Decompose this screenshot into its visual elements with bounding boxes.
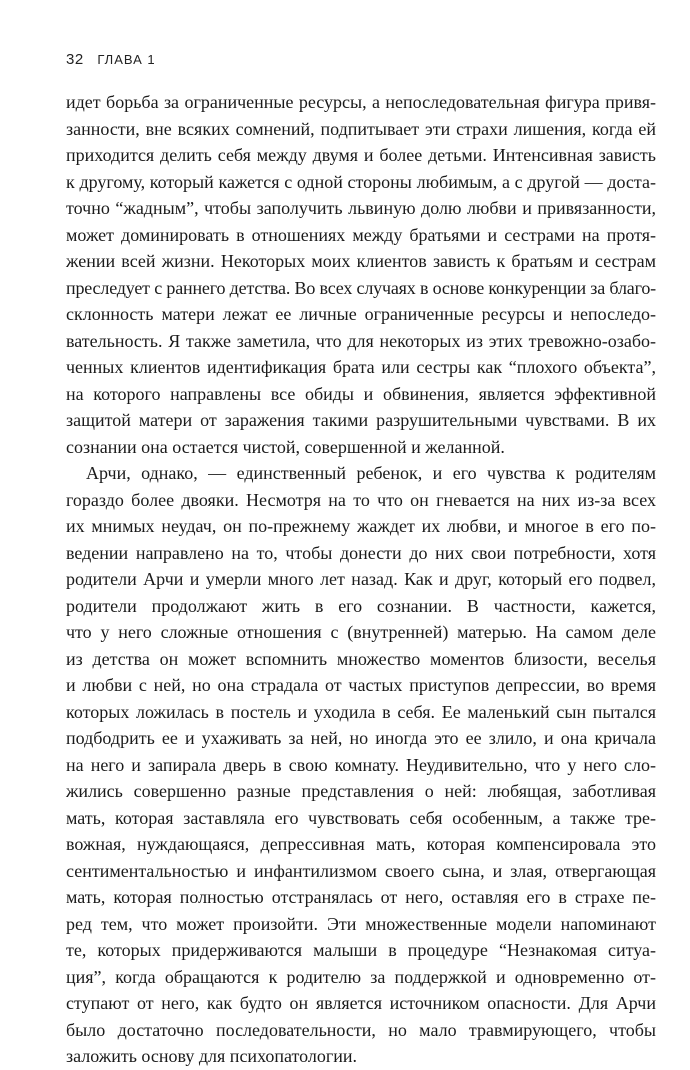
text-line: сознании она остается чистой, совершенной и желанной. [66,436,505,457]
text-line: родители Арчи и умерли много лет назад. Как и друг, который его подвел, [66,569,656,589]
text-line: мать, которая заставляла его чувствовать себя особенным, а также тре- [66,807,656,828]
text-line: может доминировать в отношениях между братьями и сестрами на протя- [66,224,656,245]
page-number: 32 [66,51,84,68]
text-line: из детства он может вспомнить множество моментов близости, веселья [66,648,656,669]
text-line: заложить основу для психопатологии. [66,1046,358,1066]
text-line: жении всей жизни. Некоторых моих клиентов зависть к братьям и сестрам [66,251,656,271]
text-line: склонность матери лежат ее личные ограниченные ресурсы и непоследо- [66,304,656,324]
text-line: жились совершенно разные представления о ней: любящая, заботливая [66,781,656,801]
paragraph [66,89,656,460]
text-line: на которого направлены все обиды и обвинения, является эффективной [66,383,656,404]
text-line: и любви с ней, но она страдала от частых приступов депрессии, во время [66,675,656,695]
running-head [66,51,156,68]
text-line: сентиментальностью и инфантилизмом своего сына, и злая, отвергающая [66,860,656,881]
text-line: ция”, когда обращаются к родителю за поддержкой и одновременно от- [66,966,656,987]
text-line: родители продолжают жить в его сознании. В частности, кажется, [66,595,656,616]
text-line: вательность. Я также заметила, что для некоторых из этих тревожно-озабо- [66,330,656,351]
chapter-title: ГЛАВА 1 [97,52,156,67]
text-line: приходится делить себя между двумя и более детьми. Интенсивная зависть [66,145,656,165]
text-line: гораздо более двояки. Несмотря на то что он гневается на них из-за всех [66,489,656,510]
text-line: на него и запирала дверь в свою комнату. Неудивительно, что у него сло- [66,754,656,775]
text-line: ведении направлено на то, чтобы донести до них свои потребности, хотя [66,542,656,563]
text-line: идет борьба за ограниченные ресурсы, а непоследовательная фигура привя- [66,92,656,112]
text-line: Арчи, однако, — единственный ребенок, и его чувства к родителям [86,463,656,483]
text-line: ред тем, что может произойти. Эти множественные модели напоминают [66,913,656,934]
text-line: занности, вне всяких сомнений, подпитывает эти страхи лишения, когда ей [66,118,656,139]
text-line: что у него сложные отношения с (внутренней) матерью. На самом деле [66,622,656,642]
body-text [66,89,656,1070]
text-line: подбодрить ее и ухаживать за ней, но иногда это ее злило, и она кричала [66,728,656,748]
text-line: защитой матери от заражения такими разрушительными чувствами. В их [66,410,656,430]
text-line: которых ложилась в постель и уходила в себя. Ее маленький сын пытался [66,701,656,722]
text-line: к другому, который кажется с одной стороны любимым, а с другой — доста- [66,171,656,192]
text-line: вожная, нуждающаяся, депрессивная мать, которая компенсировала это [66,834,656,854]
text-line: было достаточно последовательности, но мало травмирующего, чтобы [66,1019,656,1040]
text-line: точно “жадным”, чтобы заполучить львиную долю любви и привязанности, [66,198,656,218]
text-line: мать, которая полностью отстранялась от него, оставляя его в страхе пе- [66,887,656,907]
paragraph [66,460,656,1070]
text-line: их мнимых неудач, он по-прежнему жаждет их любви, и многое в его по- [66,516,656,536]
text-line: ченных клиентов идентификация брата или сестры как “плохого объекта”, [66,357,656,377]
text-line: ступают от него, как будто он является источником опасности. Для Арчи [66,993,656,1013]
text-line: преследует с раннего детства. Во всех случаях в основе конкуренции за благо- [66,277,656,298]
text-line: те, которых придерживаются малыши в процедуре “Незнакомая ситуа- [66,940,656,960]
